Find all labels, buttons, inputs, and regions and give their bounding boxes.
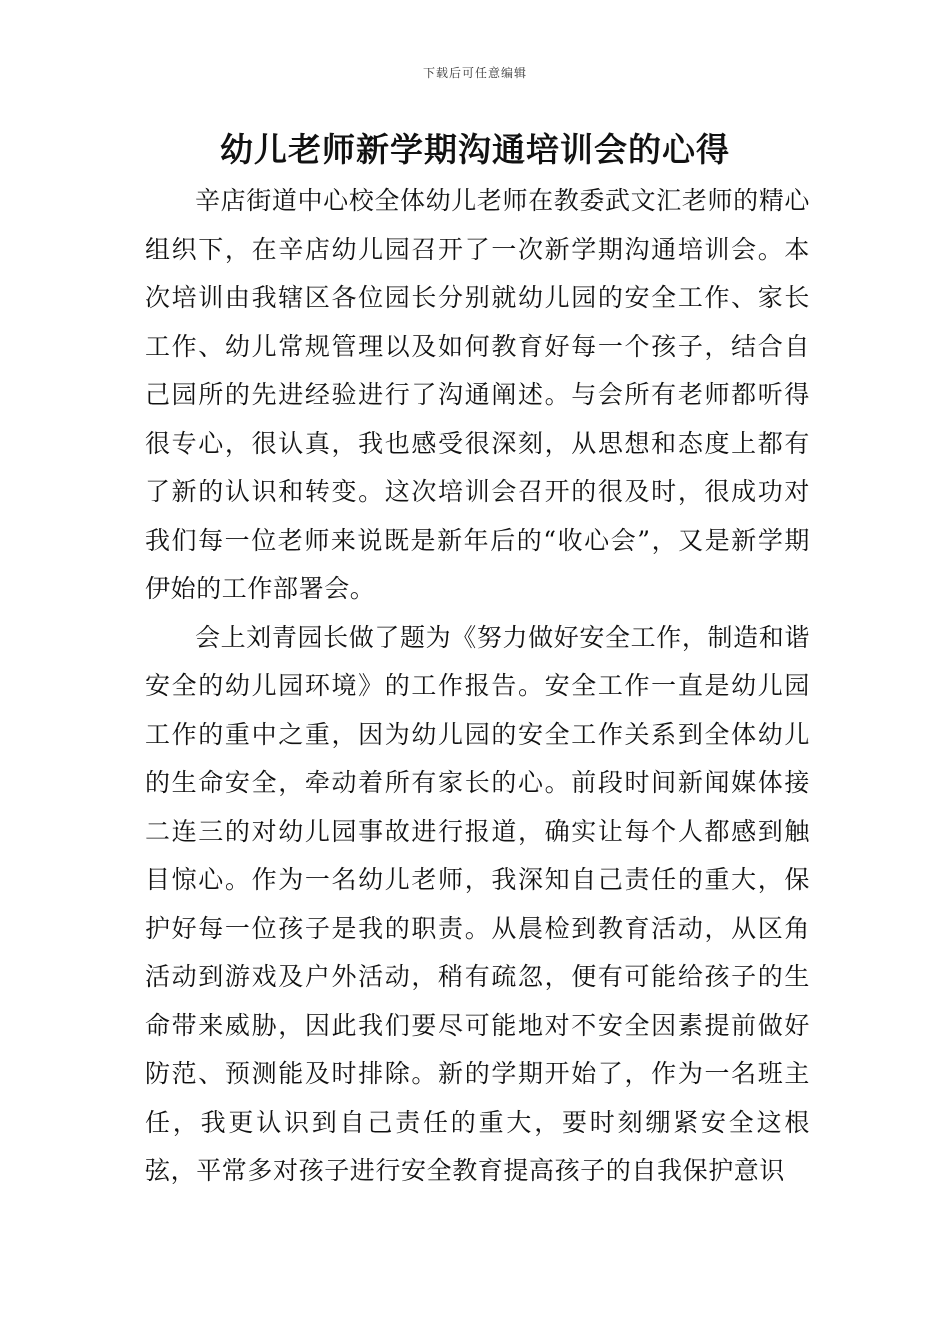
document-body: [145, 177, 810, 1196]
paragraph-2: 会上刘青园长做了题为《努力做好安全工作，制造和谐安全的幼儿园环境》的工作报告。安全工作一直是幼儿园工作的重中之重，因为幼儿园的安全工作关系到全体幼儿的生命安全，牵动着所有家长的心。前段时间新闻媒体接二连三的对幼儿园事故进行报道，确实让每个人都感到触目惊心。作为一名幼儿老师，我深知自己责任的重大，保护好每一位孩子是我的职责。从晨检到教育活动，从区角活动到游戏及户外活动，稍有疏忽，便有可能给孩子的生命带来威胁，因此我们要尽可能地对不安全因素提前做好防范、预测能及时排除。新的学期开始了，作为一名班主任，我更认识到自己责任的重大，要时刻绷紧安全这根弦，平常多对孩子进行安全教育提高孩子的自我保护意识: [145, 622, 810, 1185]
header-note: 下载后可任意编辑: [422, 66, 527, 80]
document-title: 幼儿老师新学期沟通培训会的心得: [220, 130, 730, 169]
paragraph-1: 辛店街道中心校全体幼儿老师在教委武文汇老师的精心组织下，在辛店幼儿园召开了一次新学期沟通培训会。本次培训由我辖区各位园长分别就幼儿园的安全工作、家长工作、幼儿常规管理以及如何教育好每一个孩子，结合自己园所的先进经验进行了沟通阐述。与会所有老师都听得很专心，很认真，我也感受很深刻，从思想和态度上都有了新的认识和转变。这次培训会召开的很及时，很成功对我们每一位老师来说既是新年后的“收心会”，又是新学期伊始的工作部署会。: [145, 186, 810, 603]
